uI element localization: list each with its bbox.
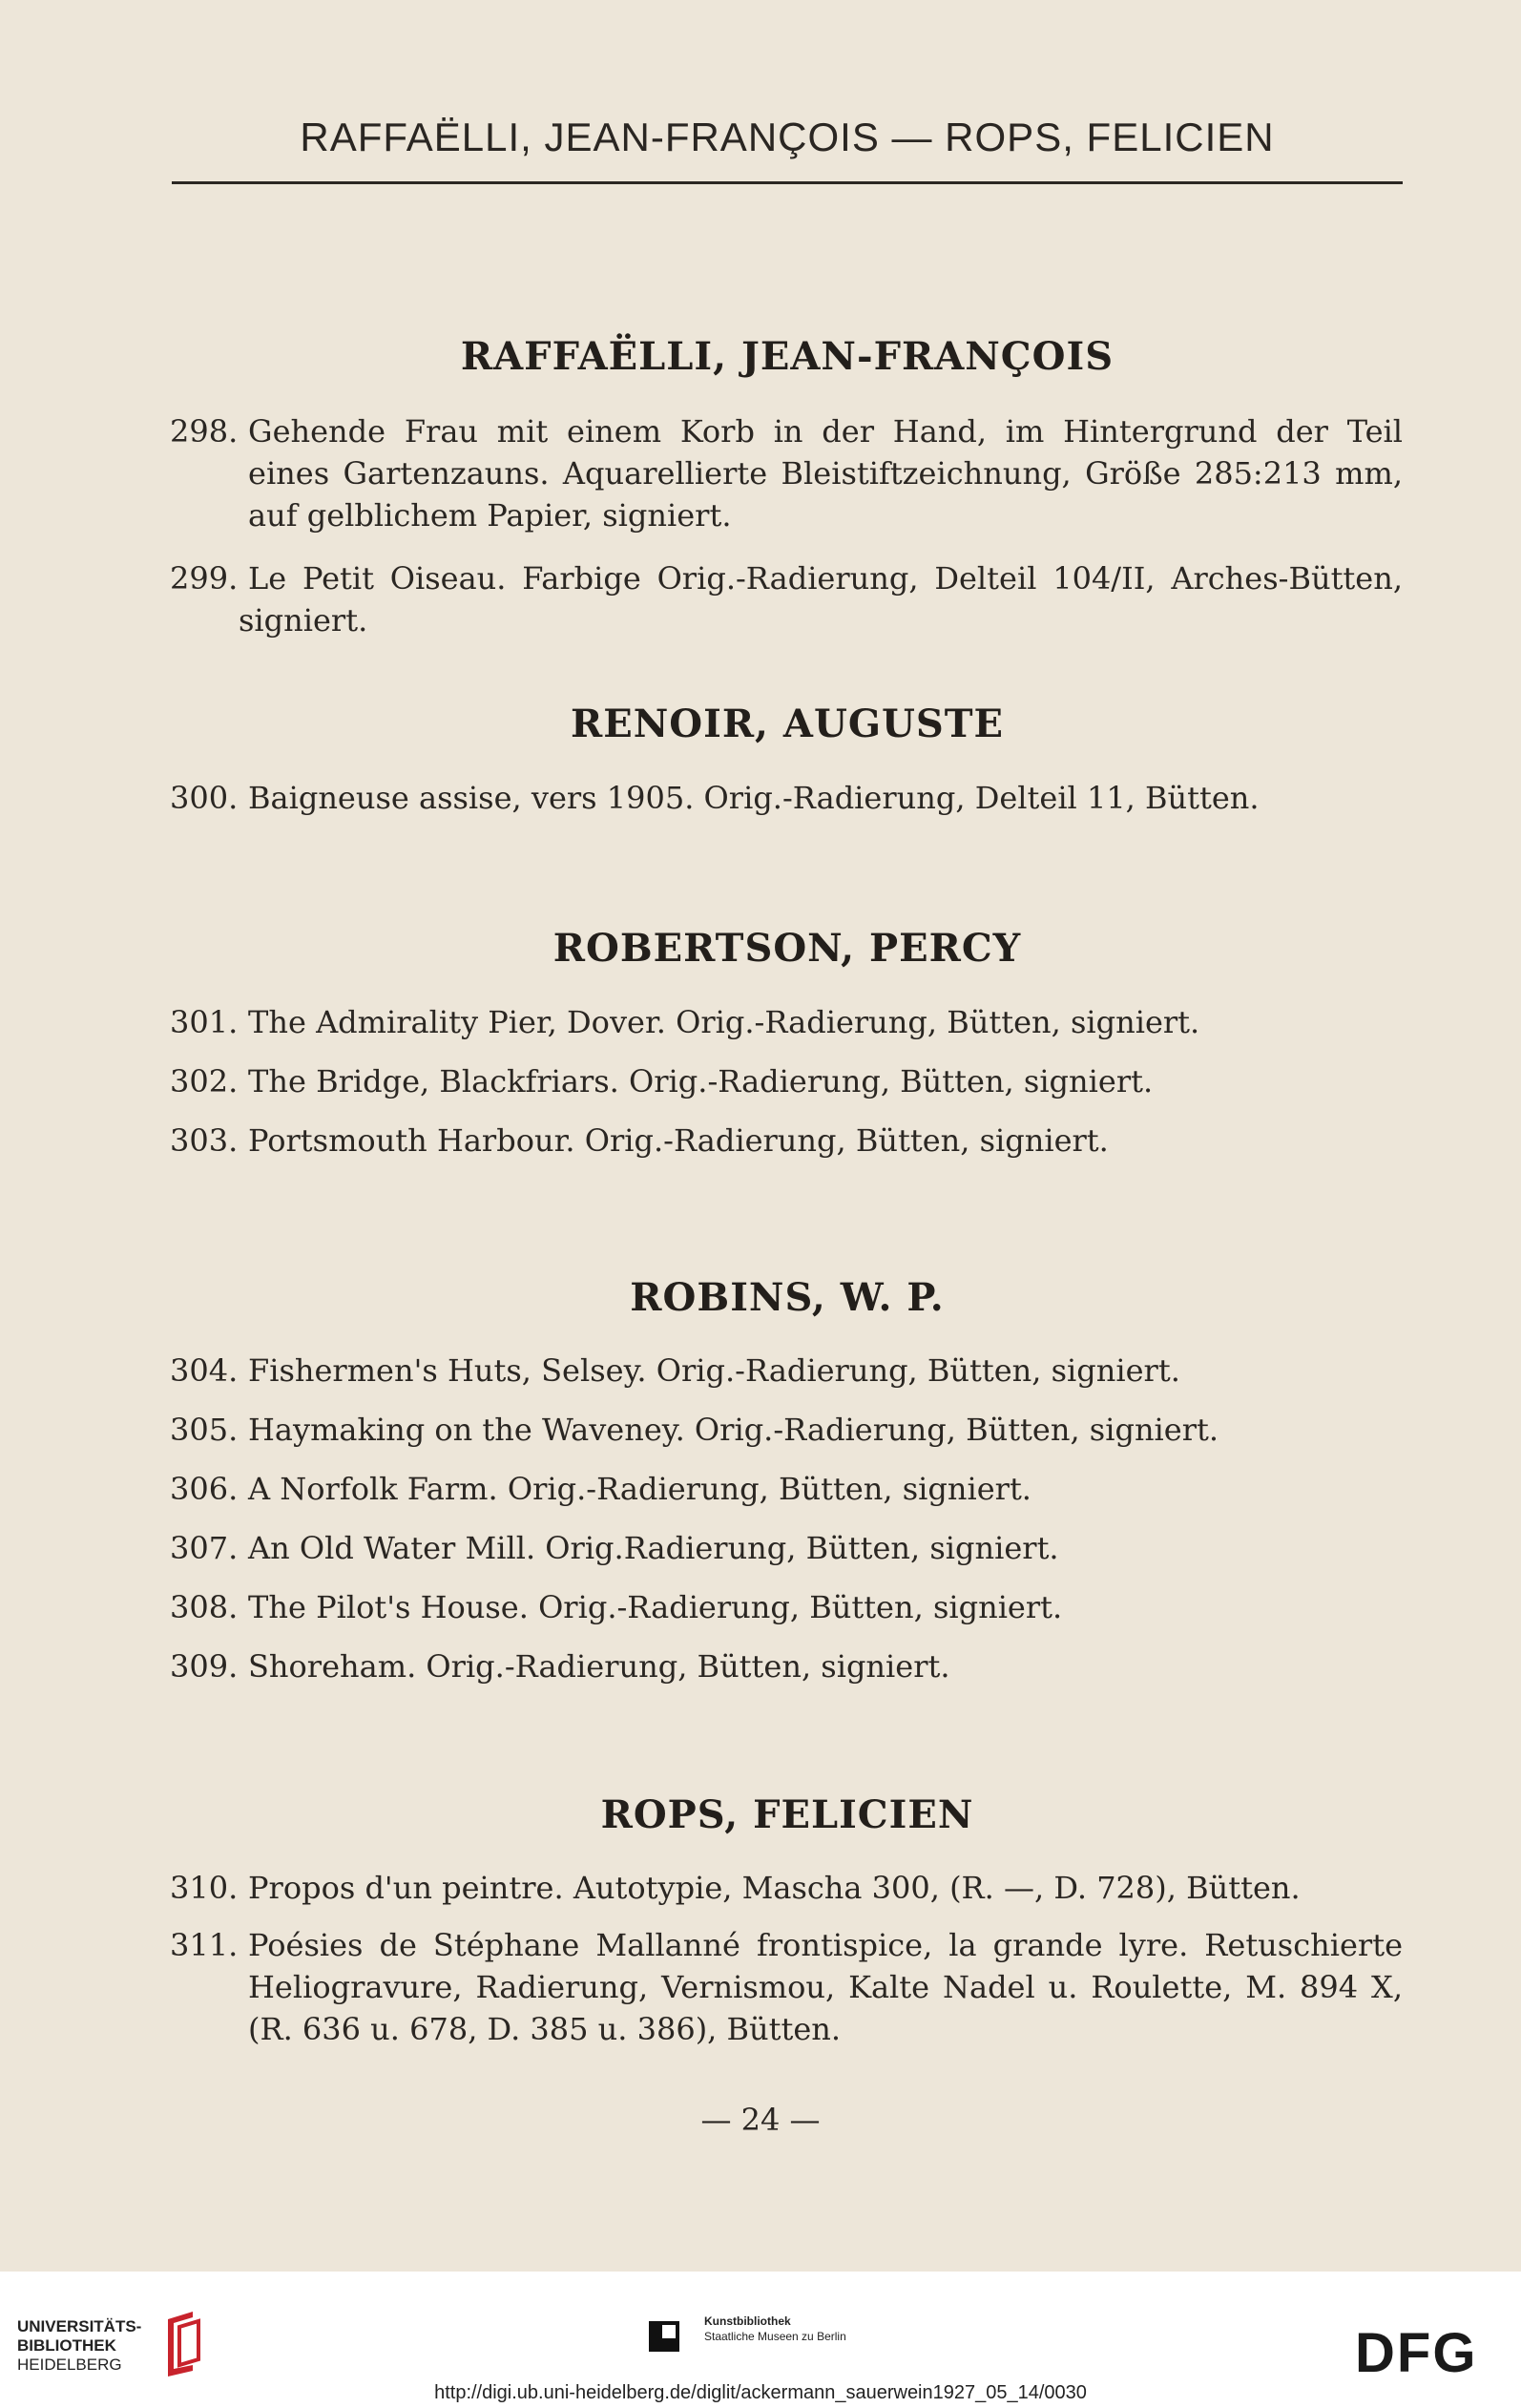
catalog-entry-301 — [170, 1001, 1403, 1043]
section-title-rops: ROPS, FELICIEN — [600, 1792, 974, 1837]
entry-text: signiert. — [239, 602, 368, 639]
catalog-entry-299 — [170, 557, 1403, 641]
catalog-entry-309 — [170, 1645, 1403, 1687]
kunstbibliothek-mark-icon — [649, 2321, 679, 2352]
entry-text: auf gelblichem Papier, signiert. — [248, 497, 732, 534]
catalog-entry-302 — [170, 1060, 1403, 1102]
catalog-entry-303 — [170, 1120, 1403, 1162]
kb-subtitle: Staatliche Museen zu Berlin — [704, 2330, 846, 2343]
catalog-entry-308 — [170, 1586, 1403, 1628]
entry-number: 306. — [170, 1471, 239, 1507]
kb-name: Kunstbibliothek — [704, 2314, 791, 2328]
entry-text: Gehende Frau mit einem Korb in der Hand, im Hintergrund der Teil — [248, 413, 1403, 450]
entry-number: 305. — [170, 1412, 239, 1448]
permalink-url[interactable]: http://digi.ub.uni-heidelberg.de/diglit/ackermann_sauerwein1927_05_14/0030 — [434, 2382, 1087, 2403]
catalog-entry-300 — [170, 777, 1403, 819]
catalog-entry-305 — [170, 1409, 1403, 1451]
section-title-robertson: ROBERTSON, PERCY — [552, 926, 1022, 971]
entry-text: Propos d'un peintre. Autotypie, Mascha 300, (R. —, D. 728), Bütten. — [248, 1870, 1301, 1906]
entry-number: 298. — [170, 413, 239, 450]
entry-number: 311. — [170, 1927, 239, 1963]
entry-text: The Bridge, Blackfriars. Orig.-Radierung, Bütten, signiert. — [248, 1063, 1154, 1099]
section-title-renoir: RENOIR, AUGUSTE — [570, 701, 1005, 746]
entry-number: 299. — [170, 560, 239, 597]
entry-text: Haymaking on the Waveney. Orig.-Radierung, Bütten, signiert. — [248, 1412, 1219, 1448]
entry-text: Baigneuse assise, vers 1905. Orig.-Radierung, Delteil 11, Bütten. — [248, 780, 1260, 816]
catalog-entry-310 — [170, 1867, 1403, 1909]
section-title-robins: ROBINS, W. P. — [630, 1275, 945, 1320]
entry-number: 301. — [170, 1004, 239, 1040]
catalog-entry-311 — [170, 1924, 1403, 2050]
entry-text: Le Petit Oiseau. Farbige Orig.-Radierung, Delteil 104/II, Arches-Bütten, — [248, 560, 1403, 597]
logo-text-line: UNIVERSITÄTS- — [17, 2317, 142, 2335]
running-head: RAFFAËLLI, JEAN-FRANÇOIS — ROPS, FELICIEN — [300, 115, 1275, 159]
dfg-logo[interactable]: DFG — [1355, 2322, 1478, 2384]
entry-number: 308. — [170, 1589, 239, 1625]
catalog-entry-298 — [170, 410, 1403, 536]
entry-text: A Norfolk Farm. Orig.-Radierung, Bütten, signiert. — [248, 1471, 1031, 1507]
entry-text: The Pilot's House. Orig.-Radierung, Bütten, signiert. — [248, 1589, 1063, 1625]
entry-text: eines Gartenzauns. Aquarellierte Bleistiftzeichnung, Größe 285:213 mm, — [248, 455, 1403, 492]
catalog-entry-306 — [170, 1468, 1403, 1510]
entry-text: Heliogravure, Radierung, Vernismou, Kalte Nadel u. Roulette, M. 894 X, — [248, 1969, 1403, 2005]
page-number: — 24 — — [700, 2102, 821, 2138]
entry-number: 303. — [170, 1122, 239, 1159]
entry-text: Shoreham. Orig.-Radierung, Bütten, signiert. — [248, 1648, 950, 1685]
entry-number: 309. — [170, 1648, 239, 1685]
entry-number: 300. — [170, 780, 239, 816]
ub-heidelberg-logo[interactable] — [17, 2317, 141, 2375]
entry-text: An Old Water Mill. Orig.Radierung, Bütten, signiert. — [248, 1530, 1059, 1566]
entry-number: 304. — [170, 1352, 239, 1389]
logo-text-line: BIBLIOTHEK — [17, 2336, 116, 2355]
entry-text: Portsmouth Harbour. Orig.-Radierung, Bütten, signiert. — [248, 1122, 1109, 1159]
entry-text: Fishermen's Huts, Selsey. Orig.-Radierung, Bütten, signiert. — [248, 1352, 1180, 1389]
section-title-raffaelli: RAFFAËLLI, JEAN-FRANÇOIS — [460, 334, 1115, 379]
ub-heidelberg-mark-icon — [155, 2310, 212, 2377]
entry-number: 310. — [170, 1870, 239, 1906]
entry-text: Poésies de Stéphane Mallanné frontispice, la grande lyre. Retuschierte — [248, 1927, 1403, 1963]
header-rule — [172, 181, 1403, 184]
entry-number: 302. — [170, 1063, 239, 1099]
entry-number: 307. — [170, 1530, 239, 1566]
logo-text-line: HEIDELBERG — [17, 2356, 122, 2374]
catalog-entry-304 — [170, 1350, 1403, 1392]
entry-text: The Admirality Pier, Dover. Orig.-Radierung, Bütten, signiert. — [248, 1004, 1200, 1040]
entry-text: (R. 636 u. 678, D. 385 u. 386), Bütten. — [248, 2011, 842, 2047]
catalog-entry-307 — [170, 1527, 1403, 1569]
